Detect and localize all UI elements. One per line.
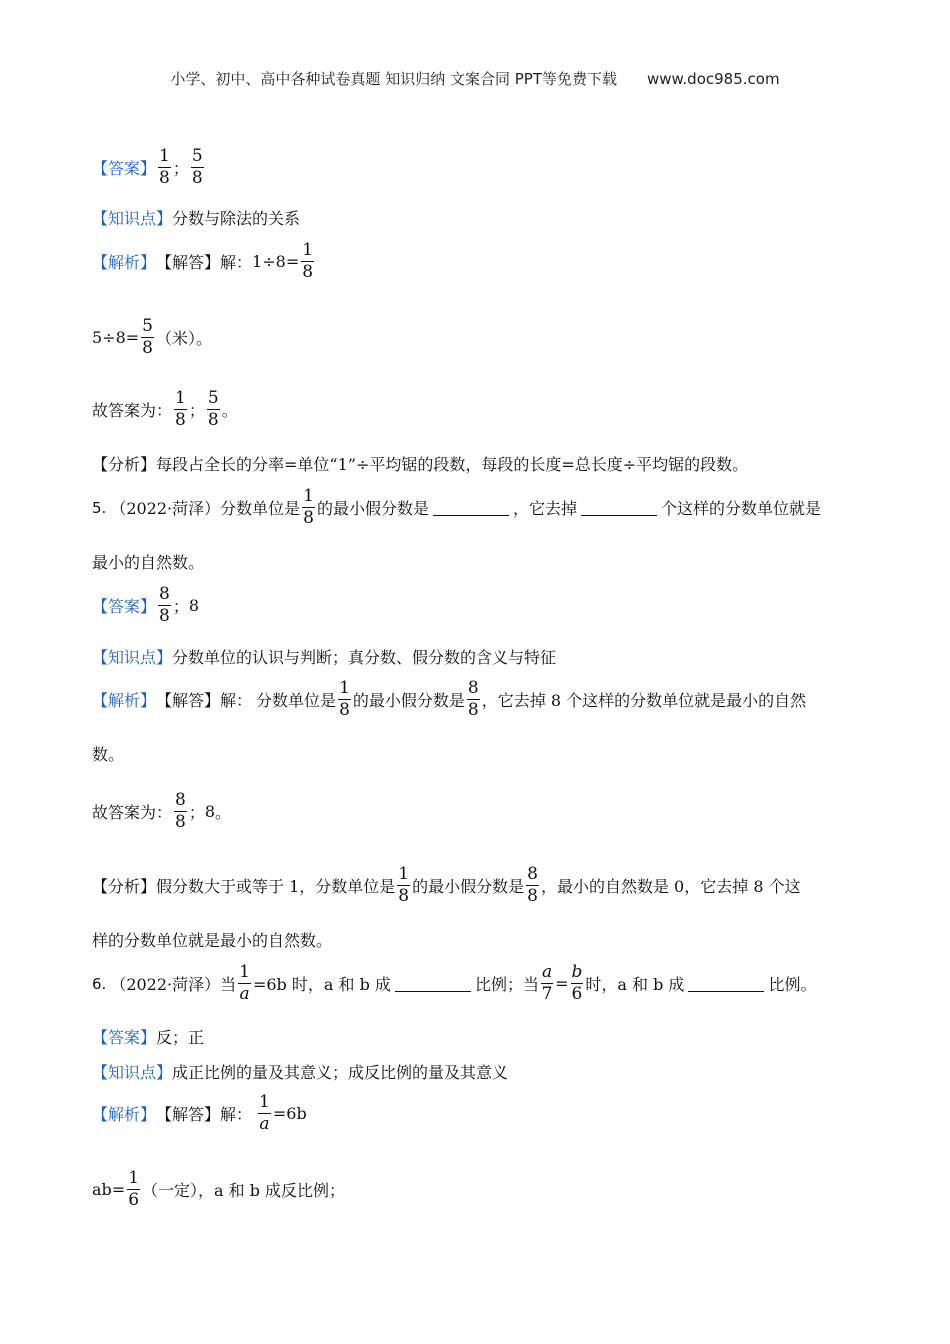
header-title: 小学、初中、高中各种试卷真题 知识归纳 文案合同 PPT等免费下载 [170, 70, 617, 88]
answer-blank [395, 975, 471, 992]
question-text: 比例。 [768, 975, 817, 994]
q5-question-line-2 [92, 550, 204, 573]
solution-prefix: 解： [220, 691, 253, 710]
answer-blank [433, 499, 509, 516]
knowledge-tag: 【知识点】 [92, 648, 173, 667]
knowledge-tag: 【知识点】 [92, 1063, 173, 1082]
analysis-tag: 【解析】 [92, 691, 157, 710]
equals-sign: = [555, 974, 569, 993]
solution-text: （一定），a 和 b 成反比例； [142, 1181, 346, 1200]
q5-solution-line-1 [92, 680, 806, 719]
q4-fenxi-line [92, 452, 748, 475]
question-number: 6. [92, 974, 107, 993]
solution-text: 数。 [92, 745, 125, 764]
question-text: =6b 时，a 和 b 成 [252, 975, 391, 994]
fenxi-text: 的最小假分数是 [412, 877, 525, 896]
solution-text: 1÷8= [252, 252, 300, 271]
q4-final-answer [92, 390, 238, 429]
solution-prefix: 解： [220, 253, 253, 272]
solution-text: 分数单位是 [256, 691, 337, 710]
separator: ； [172, 597, 189, 616]
fraction: $\frac{8}{8}$ [527, 864, 538, 906]
q5-solution-line-2 [92, 742, 124, 765]
fenxi-text: ，最小的自然数是 0，它去掉 8 个这 [540, 877, 801, 896]
solution-text: 的最小假分数是 [352, 691, 465, 710]
fenxi-text: 样的分数单位就是最小的自然数。 [92, 931, 333, 950]
separator: ； [188, 803, 205, 822]
fraction: $\frac{5}{8}$ [191, 146, 203, 188]
fraction: $\frac{b}{6}$ [571, 962, 583, 1004]
q5-question-line-1 [92, 488, 821, 527]
question-text: 当 [220, 975, 237, 994]
fraction: $\frac{8}{8}$ [175, 790, 186, 832]
solution-text: ，它去掉 8 个这样的分数单位就是最小的自然 [481, 691, 807, 710]
knowledge-tag: 【知识点】 [92, 209, 173, 228]
solution-unit: （米）。 [156, 329, 213, 348]
question-text: ，它去掉 [512, 499, 577, 518]
fenxi-text: 每段占全长的分率=单位“1”÷平均锯的段数，每段的长度=总长度÷平均锯的段数。 [156, 455, 749, 474]
q4-knowledge-line [92, 206, 300, 229]
knowledge-text: 成正比例的量及其意义；成反比例的量及其意义 [172, 1063, 509, 1082]
q5-fenxi-line-1 [92, 866, 801, 905]
solve-tag: 【解答】 [156, 1105, 221, 1124]
question-text: 分数单位是 [220, 499, 301, 518]
period: 。 [221, 401, 238, 420]
question-text: 的最小假分数是 [316, 499, 429, 518]
fraction: $\frac{5}{8}$ [207, 388, 219, 430]
question-text: 最小的自然数。 [92, 553, 205, 572]
answer-value: 反；正 [156, 1028, 205, 1047]
fraction: $\frac{1}{6}$ [128, 1168, 140, 1210]
header-url: www.doc985.com [646, 70, 780, 88]
solution-text: =6b [272, 1104, 307, 1123]
solve-tag: 【解答】 [156, 691, 221, 710]
solution-prefix: 解： [220, 1105, 253, 1124]
fraction: $\frac{1}{a}$ [239, 962, 250, 1004]
analysis-tag: 【解析】 [92, 253, 157, 272]
question-source: （2022·菏泽） [110, 975, 221, 994]
question-text: 比例；当 [474, 975, 539, 994]
q6-knowledge-line [92, 1060, 508, 1083]
page-header [0, 68, 950, 89]
q6-answer-line [92, 1025, 204, 1048]
q5-fenxi-line-2 [92, 928, 332, 951]
solution-text: ab= [92, 1180, 126, 1199]
fraction: $\frac{8}{8}$ [467, 678, 479, 720]
final-answer-label: 故答案为： [92, 401, 173, 420]
fraction: $\frac{1}{8}$ [302, 240, 314, 282]
answer-tag: 【答案】 [92, 159, 157, 178]
fraction: $\frac{8}{8}$ [159, 584, 170, 626]
q6-solution-line-1 [92, 1094, 307, 1133]
fraction: $\frac{1}{8}$ [398, 864, 410, 906]
fenxi-text: 假分数大于或等于 1，分数单位是 [156, 877, 396, 896]
fenxi-tag: 【分析】 [92, 877, 157, 896]
fraction: $\frac{1}{a}$ [259, 1092, 270, 1134]
question-number: 5. [92, 498, 107, 517]
question-source: （2022·菏泽） [110, 499, 221, 518]
answer-value: 8 [204, 802, 216, 821]
q5-final-answer [92, 792, 231, 831]
answer-blank [688, 975, 764, 992]
answer-value: 8 [188, 596, 200, 615]
q4-answer-line [92, 148, 206, 187]
question-text: 个这样的分数单位就是 [661, 499, 822, 518]
period: 。 [215, 803, 232, 822]
fraction: $\frac{1}{8}$ [175, 388, 186, 430]
fraction: $\frac{1}{8}$ [339, 678, 350, 720]
answer-blank [581, 499, 657, 516]
knowledge-text: 分数单位的认识与判断；真分数、假分数的含义与特征 [172, 648, 557, 667]
q5-knowledge-line [92, 645, 556, 668]
fraction: $\frac{a}{7}$ [541, 962, 553, 1004]
q4-solution-line-1 [92, 242, 316, 281]
q6-question-line [92, 964, 816, 1003]
knowledge-text: 分数与除法的关系 [172, 209, 301, 228]
analysis-tag: 【解析】 [92, 1105, 157, 1124]
fenxi-tag: 【分析】 [92, 455, 157, 474]
solution-text: 5÷8= [92, 328, 140, 347]
q5-answer-line [92, 586, 199, 625]
separator: ； [172, 159, 189, 178]
separator: ； [188, 401, 205, 420]
answer-tag: 【答案】 [92, 597, 157, 616]
question-text: 时，a 和 b 成 [585, 975, 685, 994]
final-answer-label: 故答案为： [92, 803, 173, 822]
fraction: $\frac{5}{8}$ [142, 316, 153, 358]
answer-tag: 【答案】 [92, 1028, 157, 1047]
fraction: $\frac{1}{8}$ [303, 486, 314, 528]
solve-tag: 【解答】 [156, 253, 221, 272]
q4-solution-line-2 [92, 318, 212, 357]
fraction: $\frac{1}{8}$ [159, 146, 170, 188]
q6-solution-line-2 [92, 1170, 345, 1209]
